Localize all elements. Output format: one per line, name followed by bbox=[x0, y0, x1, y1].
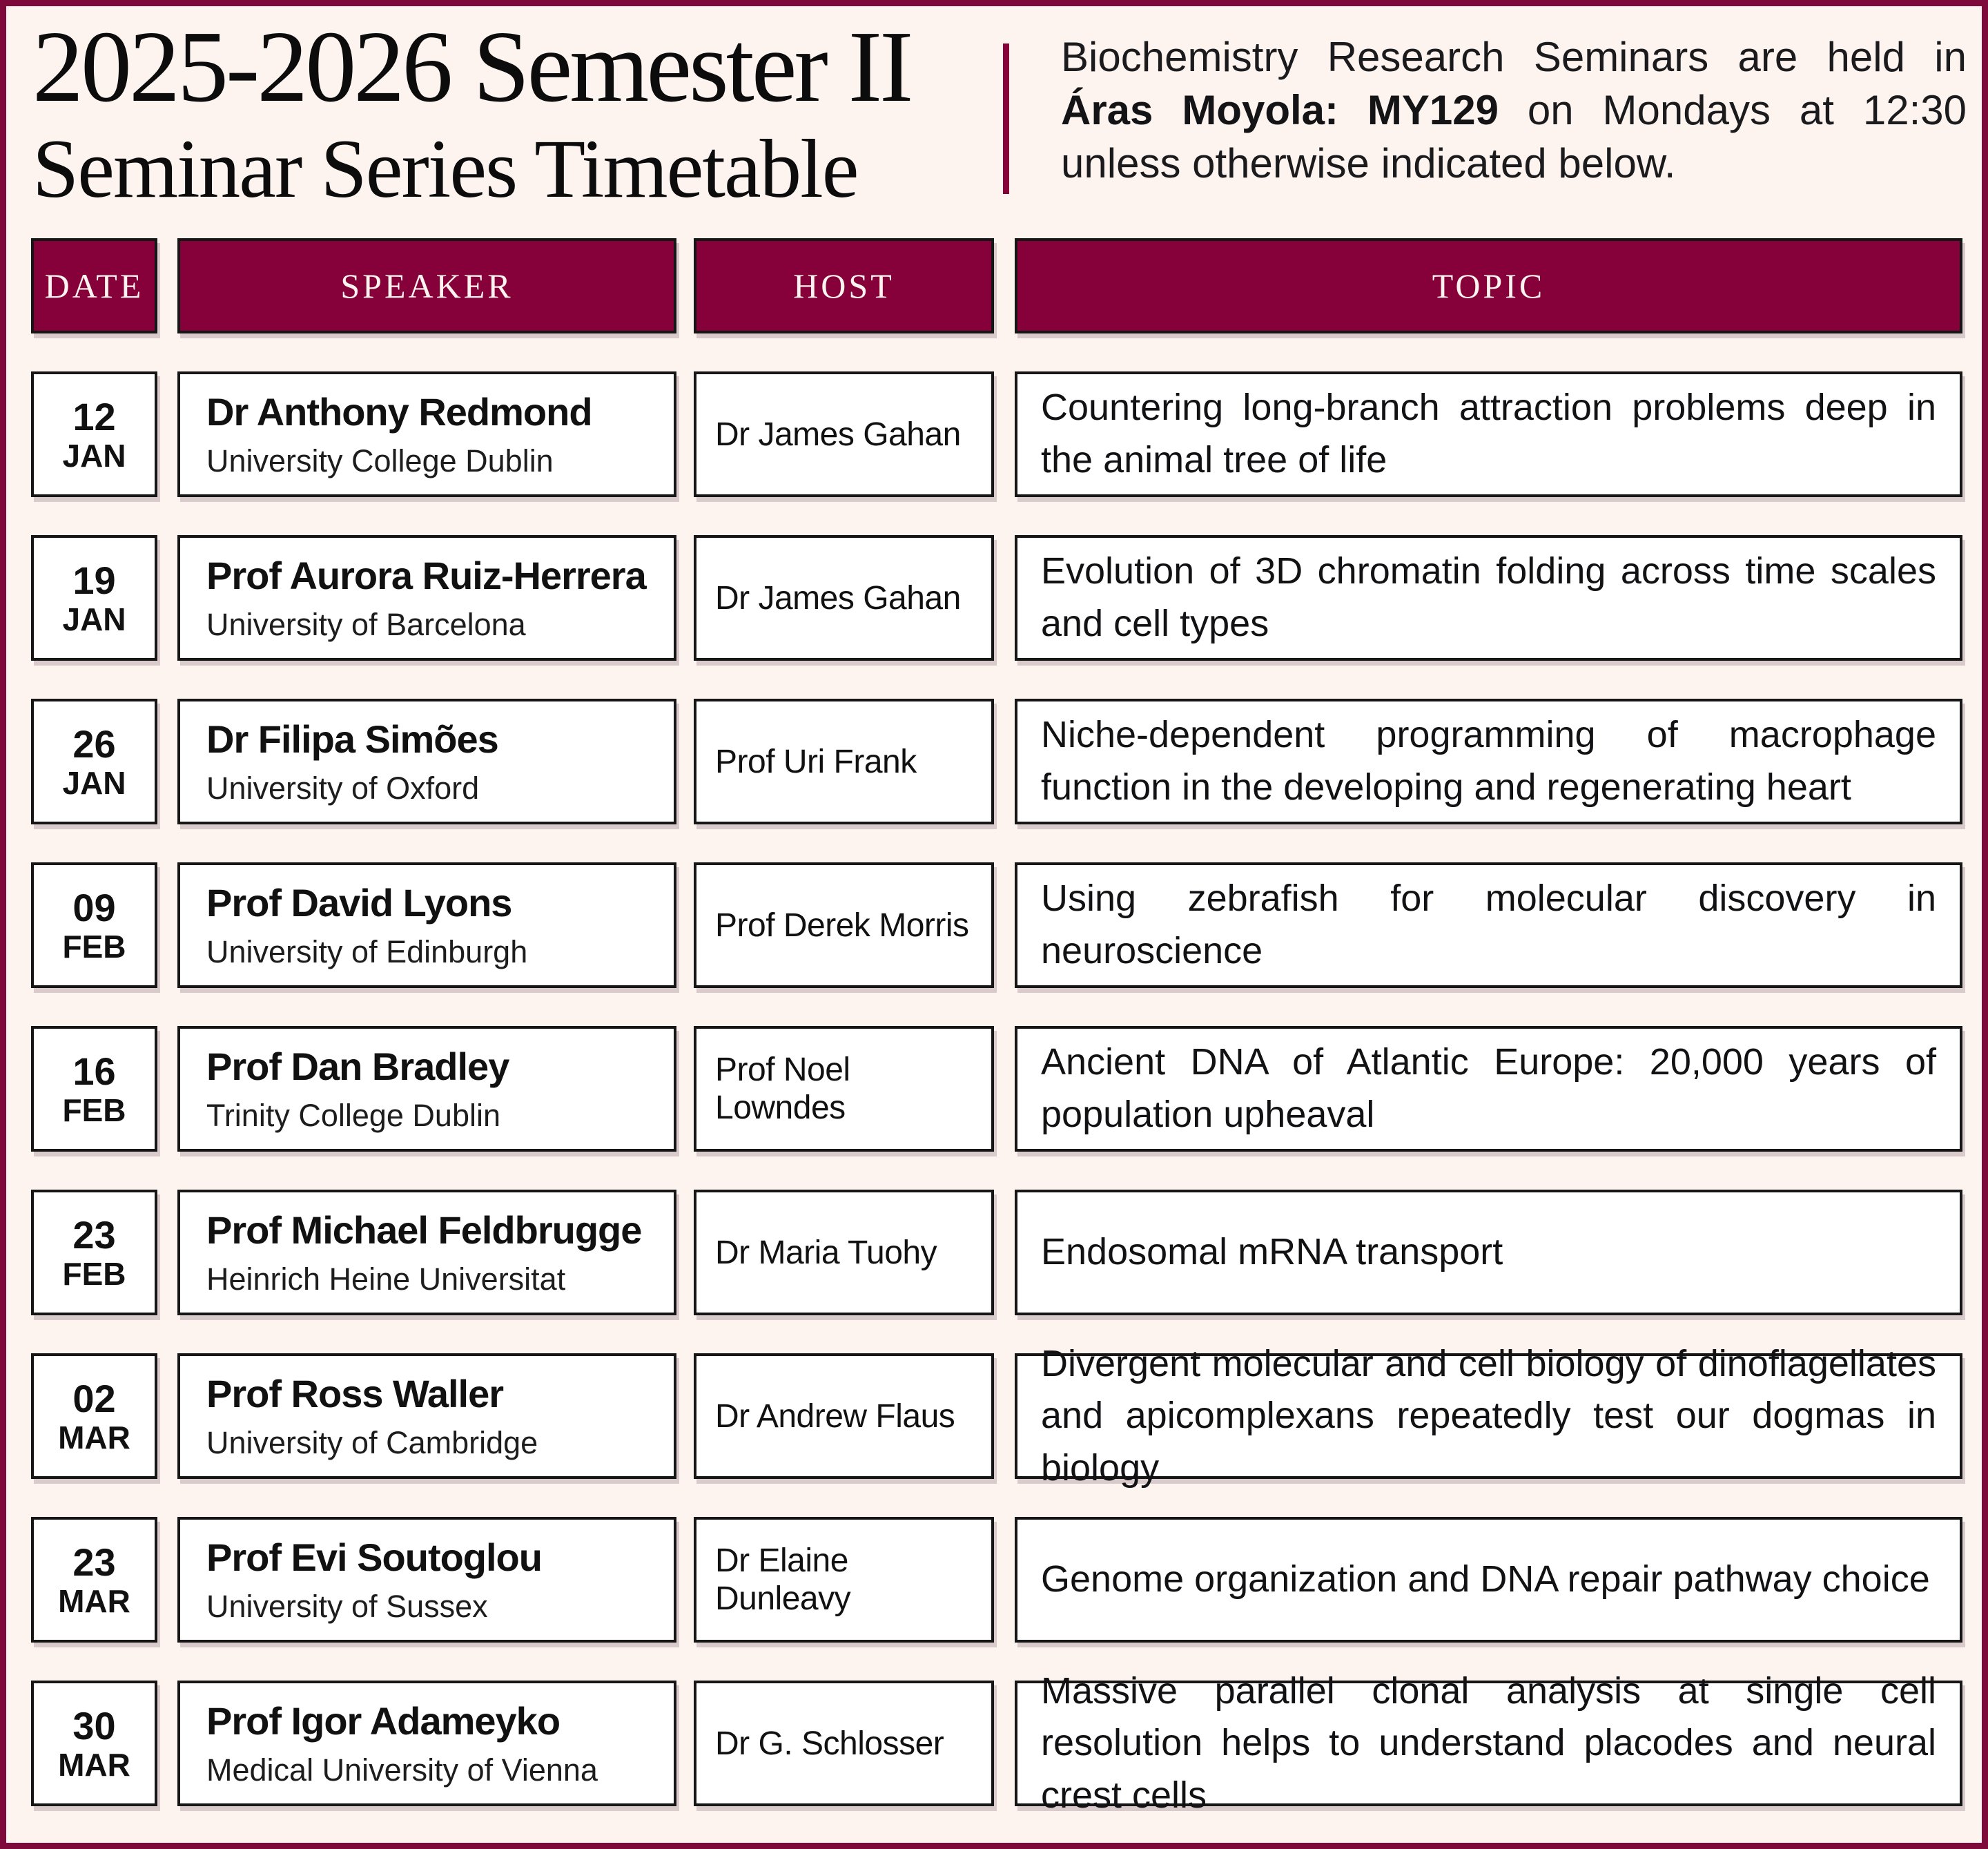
speaker-cell bbox=[177, 1190, 676, 1315]
topic-text: Endosomal mRNA transport bbox=[1041, 1231, 1503, 1273]
date-month: MAR bbox=[58, 1746, 130, 1783]
topic-cell bbox=[1015, 699, 1962, 824]
column-header-speaker: SPEAKER bbox=[177, 238, 676, 333]
host-cell bbox=[694, 862, 994, 988]
topic-cell bbox=[1015, 1342, 1962, 1489]
speaker-name: Dr Anthony Redmond bbox=[206, 389, 592, 434]
topic-cell bbox=[1015, 1669, 1962, 1816]
host-cell bbox=[694, 1353, 994, 1479]
date-day: 23 bbox=[72, 1212, 116, 1257]
table-header-row bbox=[31, 238, 1969, 333]
speaker-cell bbox=[177, 1026, 676, 1152]
host-name: Dr Maria Tuohy bbox=[715, 1234, 937, 1271]
date-day: 30 bbox=[72, 1703, 116, 1748]
topic-cell bbox=[1015, 1026, 1962, 1152]
speaker-name: Prof Dan Bradley bbox=[206, 1044, 509, 1088]
date-month: FEB bbox=[62, 1092, 126, 1128]
host-name: Dr Elaine Dunleavy bbox=[715, 1542, 851, 1617]
column-header-host: HOST bbox=[694, 238, 994, 333]
speaker-cell bbox=[177, 1681, 676, 1806]
host-name: Dr G. Schlosser bbox=[715, 1725, 944, 1762]
date-cell bbox=[31, 535, 157, 661]
topic-text: Massive parallel clonal analysis at single cell resolution helps to understand placodes and neural crest cells bbox=[1041, 1669, 1936, 1816]
topic-text: Ancient DNA of Atlantic Europe: 20,000 years of population upheaval bbox=[1041, 1041, 1936, 1135]
date-month: FEB bbox=[62, 928, 126, 965]
topic-text: Niche-dependent programming of macrophage function in the developing and regenerating heart bbox=[1041, 714, 1936, 808]
speaker-cell bbox=[177, 535, 676, 661]
speaker-affiliation: University of Barcelona bbox=[206, 606, 526, 642]
intro-location: Áras Moyola: MY129 bbox=[1061, 86, 1499, 133]
table-row bbox=[31, 371, 1969, 497]
speaker-name: Prof Evi Soutoglou bbox=[206, 1535, 542, 1579]
date-day: 02 bbox=[72, 1376, 116, 1420]
table-row bbox=[31, 1342, 1969, 1489]
table-row bbox=[31, 699, 1969, 824]
speaker-cell bbox=[177, 699, 676, 824]
host-cell bbox=[694, 371, 994, 497]
speaker-name: Prof Ross Waller bbox=[206, 1371, 504, 1415]
date-month: JAN bbox=[62, 764, 126, 801]
intro-prefix: Biochemistry Research Seminars are held in bbox=[1061, 34, 1967, 80]
speaker-affiliation: University of Edinburgh bbox=[206, 933, 528, 969]
topic-text: Countering long-branch attraction problems deep in the animal tree of life bbox=[1041, 387, 1936, 481]
speaker-affiliation: University of Oxford bbox=[206, 770, 480, 806]
date-day: 23 bbox=[72, 1540, 116, 1584]
date-cell bbox=[31, 862, 157, 988]
topic-text: Divergent molecular and cell biology of dinoflagellates and apicomplexans repeatedly test our dogmas in biology bbox=[1041, 1342, 1936, 1489]
host-name: Prof Uri Frank bbox=[715, 743, 917, 780]
date-day: 12 bbox=[72, 394, 116, 438]
host-name: Dr Andrew Flaus bbox=[715, 1397, 955, 1435]
vertical-divider bbox=[1003, 43, 1009, 194]
title-line-1: 2025-2026 Semester II bbox=[32, 10, 911, 124]
date-month: FEB bbox=[62, 1255, 126, 1292]
speaker-cell bbox=[177, 1353, 676, 1479]
table-row bbox=[31, 1669, 1969, 1816]
date-cell bbox=[31, 1517, 157, 1643]
speaker-name: Prof Michael Feldbrugge bbox=[206, 1208, 642, 1252]
date-cell bbox=[31, 699, 157, 824]
date-month: MAR bbox=[58, 1582, 130, 1619]
table-row bbox=[31, 1517, 1969, 1643]
column-header-topic: TOPIC bbox=[1015, 238, 1962, 333]
date-cell bbox=[31, 1190, 157, 1315]
speaker-name: Prof Aurora Ruiz-Herrera bbox=[206, 553, 646, 597]
topic-cell bbox=[1015, 371, 1962, 497]
host-cell bbox=[694, 1026, 994, 1152]
host-name: Dr James Gahan bbox=[715, 416, 961, 453]
speaker-name: Prof David Lyons bbox=[206, 880, 512, 925]
date-day: 09 bbox=[72, 885, 116, 929]
table-row bbox=[31, 1026, 1969, 1152]
speaker-cell bbox=[177, 1517, 676, 1643]
speaker-name: Prof Igor Adameyko bbox=[206, 1698, 561, 1743]
speaker-affiliation: University of Sussex bbox=[206, 1588, 488, 1624]
title-line-2: Seminar Series Timetable bbox=[32, 123, 858, 215]
date-month: MAR bbox=[58, 1419, 130, 1455]
date-day: 16 bbox=[72, 1049, 116, 1093]
date-month: JAN bbox=[62, 437, 126, 474]
column-header-date: DATE bbox=[31, 238, 157, 333]
table-row bbox=[31, 862, 1969, 988]
topic-text: Evolution of 3D chromatin folding across time scales and cell types bbox=[1041, 550, 1936, 644]
topic-cell bbox=[1015, 1517, 1962, 1643]
date-cell bbox=[31, 1353, 157, 1479]
intro-suffix: on Mondays at 12:30 unless otherwise indicated below. bbox=[1061, 86, 1967, 186]
date-day: 19 bbox=[72, 558, 116, 602]
speaker-cell bbox=[177, 862, 676, 988]
topic-text: Genome organization and DNA repair pathway choice bbox=[1041, 1558, 1930, 1600]
topic-cell bbox=[1015, 1190, 1962, 1315]
host-cell bbox=[694, 1190, 994, 1315]
host-cell bbox=[694, 1681, 994, 1806]
speaker-cell bbox=[177, 371, 676, 497]
host-name: Prof Derek Morris bbox=[715, 907, 969, 944]
speaker-affiliation: University College Dublin bbox=[206, 443, 554, 478]
speaker-name: Dr Filipa Simões bbox=[206, 717, 498, 761]
date-cell bbox=[31, 1681, 157, 1806]
speaker-affiliation: Medical University of Vienna bbox=[206, 1752, 598, 1788]
table-row bbox=[31, 535, 1969, 661]
host-name: Prof Noel Lowndes bbox=[715, 1052, 850, 1126]
host-cell bbox=[694, 699, 994, 824]
speaker-affiliation: University of Cambridge bbox=[206, 1424, 538, 1460]
topic-cell bbox=[1015, 535, 1962, 661]
date-cell bbox=[31, 371, 157, 497]
speaker-affiliation: Trinity College Dublin bbox=[206, 1097, 501, 1133]
intro-text bbox=[1061, 31, 1967, 190]
host-cell bbox=[694, 1517, 994, 1643]
topic-text: Using zebrafish for molecular discovery in neuroscience bbox=[1041, 878, 1936, 971]
host-name: Dr James Gahan bbox=[715, 579, 961, 617]
date-month: JAN bbox=[62, 601, 126, 637]
host-cell bbox=[694, 535, 994, 661]
date-day: 26 bbox=[72, 722, 116, 766]
poster-title bbox=[32, 10, 911, 215]
topic-cell bbox=[1015, 862, 1962, 988]
speaker-affiliation: Heinrich Heine Universitat bbox=[206, 1261, 566, 1297]
date-cell bbox=[31, 1026, 157, 1152]
table-row bbox=[31, 1190, 1969, 1315]
